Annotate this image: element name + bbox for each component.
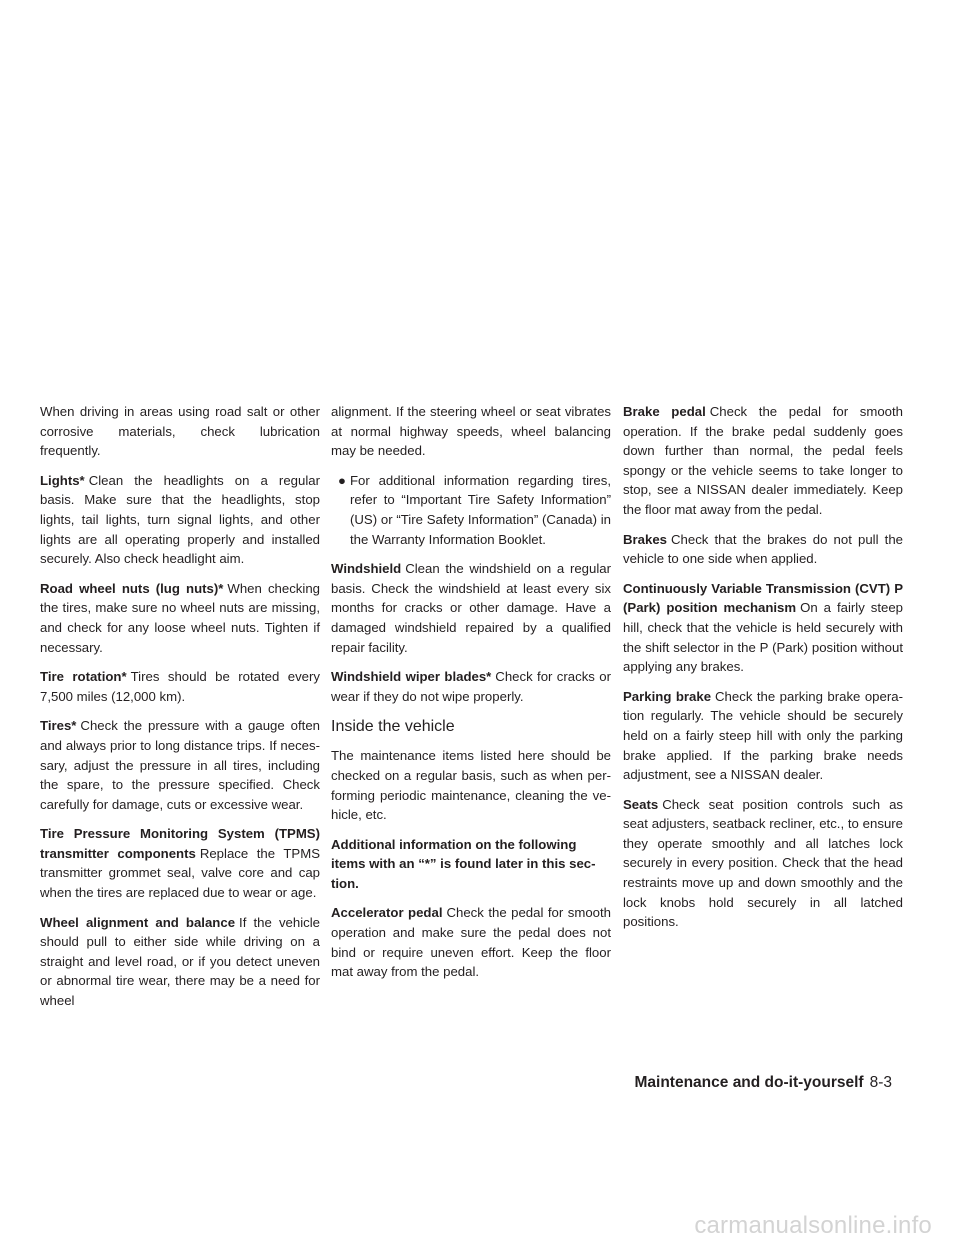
- paragraph-parking-brake: [623, 687, 903, 785]
- paragraph-wheel-nuts: [40, 579, 320, 657]
- bullet-text: For additional information regarding tires, refer to “Important Tire Safety Information” (US) or “Tire Safety Information” (Canada) in the Warranty Information Booklet.: [350, 472, 611, 547]
- bullet-tire-safety: [331, 471, 611, 549]
- text-seats: Check seat position controls such as seat adjusters, seatback recliner, etc., to ensure they operate smoothly and all latches lock securely in every position. Check that the head restraints move up and down smoothly and the lock knobs hold securely in all latched positions.: [623, 796, 903, 930]
- column-3: [623, 402, 903, 942]
- paragraph-alignment-continued: alignment. If the steering wheel or seat vibrates at normal highway speeds, wheel balancing may be needed.: [331, 404, 611, 459]
- paragraph-cvt-park: [623, 579, 903, 677]
- column-1: [40, 402, 320, 1021]
- term-wheel-alignment: Wheel alignment and balance: [40, 914, 236, 930]
- term-accelerator: Accelerator pedal: [331, 905, 443, 921]
- paragraph-brakes: [623, 530, 903, 569]
- text-tires: Check the pressure with a gauge often and always prior to long distance trips. If necessary, adjust the pressure in all tires, including the spare, to the pressure specified. Check carefully for damage, cuts or excessive wear.: [40, 718, 320, 812]
- paragraph-wheel-alignment: [40, 913, 320, 1011]
- footer-section-title: Maintenance and do-it-yourself: [634, 1074, 864, 1091]
- term-brake-pedal: Brake pedal: [623, 404, 706, 419]
- text-accelerator: Check the pedal for smooth operation and make sure the pedal does not bind or require uneven effort. Keep the floor mat away from the pedal.: [331, 905, 611, 980]
- paragraph-lights: [40, 471, 320, 569]
- bullet-marker: ●: [338, 472, 346, 488]
- term-wiper-blades: Windshield wiper blades*: [331, 669, 492, 685]
- paragraph-tires: [40, 716, 320, 814]
- watermark-bar: [0, 1206, 960, 1242]
- term-tpms: Tire Pressure Monitoring System (TPMS) transmitter components: [40, 826, 320, 861]
- term-seats: Seats: [623, 796, 659, 812]
- page-number: 8-3: [869, 1074, 892, 1091]
- term-tires: Tires*: [40, 718, 77, 734]
- paragraph-wiper-blades: [331, 667, 611, 706]
- text-lights: Clean the headlights on a regular basis. Make sure that the headlights, stop lights, tail lights, turn signal lights, and other lights are all operating properly and installed securely. Also check headlight aim.: [40, 472, 320, 567]
- page-footer: [635, 1074, 893, 1092]
- term-cvt-park: Continuously Variable Transmission (CVT) P (Park) position mechanism: [623, 580, 903, 616]
- text-brake-pedal: Check the pedal for smooth operation. If the brake pedal suddenly goes down further than normal, the pedal feels spongy or the vehicle seems to take longer to stop, see a NISSAN dealer immediately. Keep the floor mat away from the pedal.: [623, 404, 903, 517]
- section-heading: Inside the vehicle: [331, 718, 455, 736]
- text-parking-brake: Check the parking brake operation regularly. The vehicle should be securely held on a fairly steep hill with only the parking brake applied. If the parking brake needs adjustment, see a NISSAN dealer.: [623, 688, 903, 783]
- text-wheel-nuts: When checking the tires, make sure no wheel nuts are missing, and check for any loose wheel nuts. Tighten if necessary.: [40, 580, 320, 655]
- paragraph-maintenance-items: The maintenance items listed here should be checked on a regular basis, such as when performing periodic maintenance, cleaning the vehicle, etc.: [331, 748, 611, 823]
- text-brakes: Check that the brakes do not pull the vehicle to one side when applied.: [623, 531, 903, 567]
- text-windshield: Clean the windshield on a regular basis. Check the windshield at least every six months for cracks or other damage. Have a damaged windshield repaired by a qualified repair facility.: [331, 561, 611, 655]
- paragraph-brake-pedal: [623, 402, 903, 520]
- paragraph-tpms: [40, 824, 320, 902]
- text-tpms: Replace the TPMS transmitter grommet seal, valve core and cap when the tires are replaced due to wear or age.: [40, 845, 320, 901]
- term-lights: Lights*: [40, 472, 85, 488]
- paragraph-road-salt: When driving in areas using road salt or other corrosive materials, check lubrication frequently.: [40, 404, 320, 459]
- term-windshield: Windshield: [331, 561, 402, 577]
- term-wheel-nuts: Road wheel nuts (lug nuts)*: [40, 580, 224, 596]
- column-2: [331, 402, 611, 992]
- paragraph-windshield: [331, 559, 611, 657]
- text-wiper-blades: Check for cracks or wear if they do not wipe properly.: [331, 669, 611, 704]
- paragraph-seats: [623, 795, 903, 932]
- paragraph-tire-rotation: [40, 667, 320, 706]
- paragraph-accelerator: [331, 903, 611, 981]
- term-brakes: Brakes: [623, 531, 667, 547]
- text-tire-rotation: Tires should be rotated every 7,500 miles (12,000 km).: [40, 669, 321, 704]
- text-wheel-alignment: If the vehicle should pull to either side while driving on a straight and level road, or if you detect uneven or abnormal tire wear, there may be a need for wheel: [40, 914, 320, 1009]
- watermark-text: carmanualsonline.info: [694, 1212, 932, 1239]
- term-tire-rotation: Tire rotation*: [40, 669, 127, 685]
- term-parking-brake: Parking brake: [623, 688, 712, 704]
- paragraph-additional-info: Additional information on the following items with an “*” is found later in this section.: [331, 836, 596, 891]
- text-cvt-park: On a fairly steep hill, check that the vehicle is held securely with the shift selector in the P (Park) position without applying any brakes.: [623, 600, 903, 675]
